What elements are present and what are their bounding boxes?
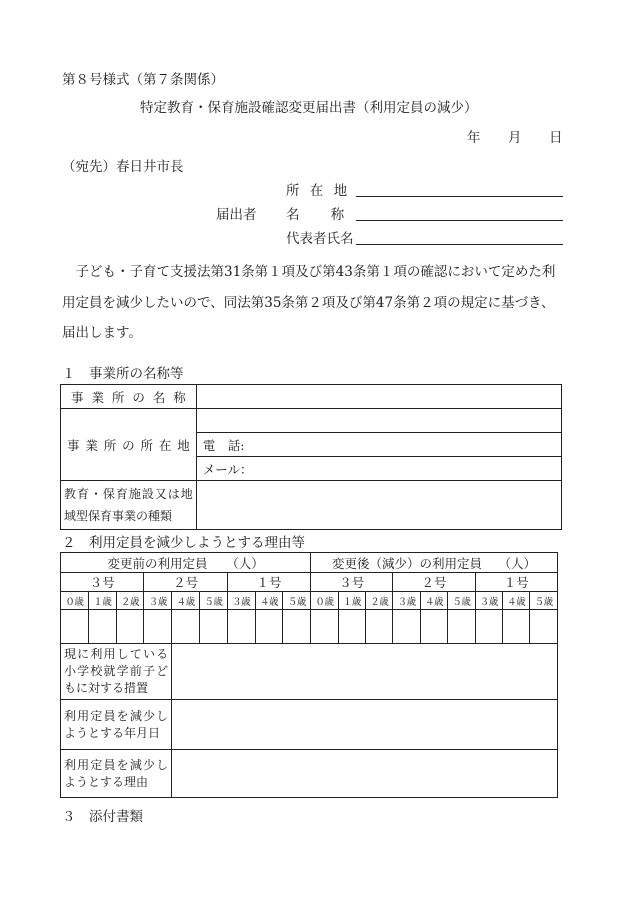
age-header: ５歳 <box>283 592 311 610</box>
age-header: ２歳 <box>366 592 393 610</box>
current-measures-field[interactable] <box>172 644 558 700</box>
reduction-date-field[interactable] <box>172 700 558 750</box>
age-header: ３歳 <box>144 592 172 610</box>
group-header: １号 <box>227 573 310 592</box>
age-header: ３歳 <box>475 592 502 610</box>
age-header: ５歳 <box>199 592 227 610</box>
capacity-value-cell[interactable] <box>172 610 200 644</box>
notifier-label: 届出者 <box>216 207 257 223</box>
capacity-value-cell[interactable] <box>448 610 475 644</box>
capacity-value-cell[interactable] <box>420 610 447 644</box>
age-header: ４歳 <box>420 592 447 610</box>
reduction-reason-label: 利用定員を減少しようとする理由 <box>61 750 172 798</box>
capacity-value-cell[interactable] <box>393 610 420 644</box>
capacity-value-cell[interactable] <box>199 610 227 644</box>
capacity-value-cell[interactable] <box>311 610 338 644</box>
facility-mail-field[interactable] <box>196 457 561 481</box>
facility-location-label: 事 業 所 の 所 在 地 <box>61 409 197 481</box>
address-line[interactable] <box>356 196 563 197</box>
capacity-value-cell[interactable] <box>144 610 172 644</box>
representative-line[interactable] <box>356 244 563 245</box>
capacity-before-header: 変更前の利用定員 （人） <box>61 553 311 573</box>
facility-phone-field[interactable] <box>196 433 561 457</box>
age-header: ４歳 <box>502 592 529 610</box>
facility-type-label: 教育・保育施設又は地域型保育事業の種類 <box>61 481 197 530</box>
capacity-value-cell[interactable] <box>283 610 311 644</box>
capacity-value-cell[interactable] <box>475 610 502 644</box>
capacity-value-cell[interactable] <box>61 610 89 644</box>
addressee: （宛先）春日井市長 <box>62 159 184 175</box>
age-header: １歳 <box>338 592 365 610</box>
facility-name-field[interactable] <box>196 385 561 409</box>
section3-heading: ３ 添付書類 <box>62 809 143 825</box>
facility-name-label: 事 業 所 の 名 称 <box>61 385 197 409</box>
group-header: １号 <box>475 573 557 592</box>
age-header: ５歳 <box>448 592 475 610</box>
age-header: ４歳 <box>172 592 200 610</box>
date-month-label: 月 <box>508 130 522 146</box>
address-label: 所 在 地 <box>286 183 351 199</box>
group-header: ２号 <box>393 573 475 592</box>
section2-heading: ２ 利用定員を減少しようとする理由等 <box>62 535 305 551</box>
age-header: ３歳 <box>393 592 420 610</box>
entity-name-label: 名 称 <box>286 207 345 223</box>
group-header: ３号 <box>61 573 144 592</box>
mail-label: メール： <box>202 461 253 477</box>
capacity-value-cell[interactable] <box>366 610 393 644</box>
facility-address-field[interactable] <box>196 409 561 433</box>
capacity-value-cell[interactable] <box>338 610 365 644</box>
reduction-reason-field[interactable] <box>172 750 558 798</box>
capacity-value-cell[interactable] <box>116 610 144 644</box>
capacity-after-header: 変更後（減少）の利用定員 （人） <box>311 553 558 573</box>
representative-label: 代表者氏名 <box>286 231 354 247</box>
document-title: 特定教育・保育施設確認変更届出書（利用定員の減少） <box>140 100 478 116</box>
section1-heading: １ 事業所の名称等 <box>62 366 184 382</box>
current-measures-label: 現に利用している小学校就学前子どもに対する措置 <box>61 644 172 700</box>
date-day-label: 日 <box>549 130 563 146</box>
capacity-table <box>60 552 558 798</box>
age-header: １歳 <box>88 592 116 610</box>
reduction-date-label: 利用定員を減少しようとする年月日 <box>61 700 172 750</box>
age-header: ３歳 <box>227 592 255 610</box>
form-number: 第８号様式（第７条関係） <box>62 72 224 88</box>
age-header: ０歳 <box>311 592 338 610</box>
capacity-value-cell[interactable] <box>530 610 557 644</box>
body-text: 子ども・子育て支援法第31条第１項及び第43条第１項の確認において定めた利用定員を減少したいので、同法第35条第２項及び第47条第２項の規定に基づき、届出します。 <box>62 264 556 341</box>
age-header: ４歳 <box>255 592 283 610</box>
age-header: ５歳 <box>530 592 557 610</box>
date-year-label: 年 <box>467 130 481 146</box>
capacity-value-cell[interactable] <box>502 610 529 644</box>
capacity-value-cell[interactable] <box>227 610 255 644</box>
facility-info-table <box>60 384 562 530</box>
age-header: ０歳 <box>61 592 89 610</box>
capacity-value-cell[interactable] <box>255 610 283 644</box>
phone-label: 電 話: <box>202 437 245 453</box>
age-header: ２歳 <box>116 592 144 610</box>
facility-type-field[interactable] <box>196 481 561 530</box>
capacity-value-cell[interactable] <box>88 610 116 644</box>
group-header: ３号 <box>311 573 393 592</box>
entity-name-line[interactable] <box>356 220 563 221</box>
group-header: ２号 <box>144 573 227 592</box>
